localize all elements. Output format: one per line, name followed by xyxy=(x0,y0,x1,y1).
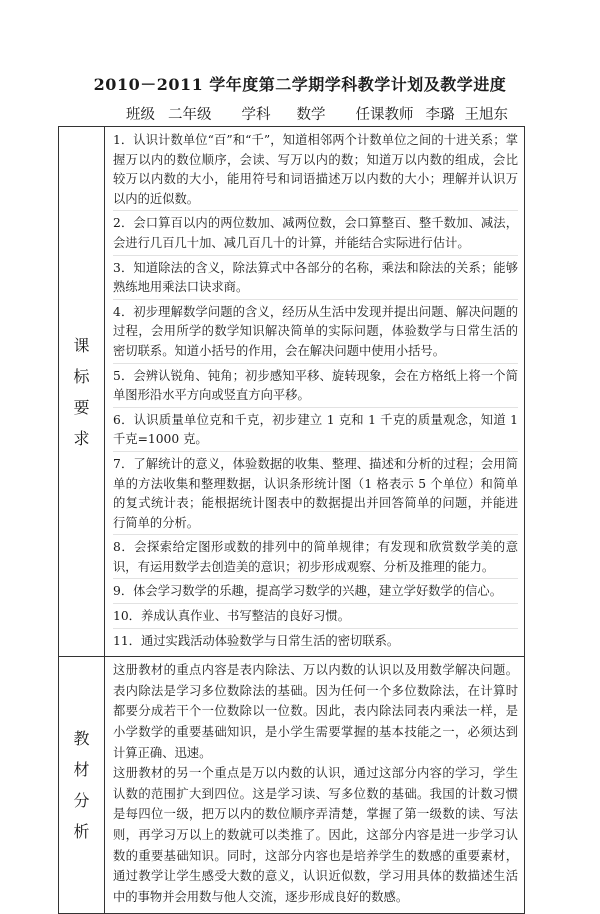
teacher-label: 任课教师 xyxy=(355,107,414,123)
analysis-label-char: 析 xyxy=(73,822,90,842)
grade-value: 二年级 xyxy=(168,107,212,123)
grade-label: 班级 xyxy=(126,107,155,123)
analysis-text xyxy=(105,657,524,913)
analysis-label-char: 材 xyxy=(73,760,90,780)
analysis-paragraph: 这册教材的另一个重点是万以内数的认识，通过这部分内容的学习，学生认数的范围扩大到四位。这是学习读、写多位数的基础。我国的计数习惯是每四位一级，把万以内的数位顺序弄清楚，掌握了第一级数的读、写法则，再学习万以上的数就可以类推了。因此，这部分内容是进一步学习认数的重要基础知识。同时，这部分内容也是培养学生的数感的重要素材，通过教学让学生感受大数的意义，认识近似数，学习用具体的数描述生活中的事物并会用数与他人交流，逐步形成良好的数感。 xyxy=(113,766,518,904)
analysis-label-cell xyxy=(59,657,105,914)
analysis-label xyxy=(59,723,104,847)
requirement-item: 3．知道除法的含义，除法算式中各部分的名称，乘法和除法的关系；能够熟练地用乘法口诀求商。 xyxy=(113,259,518,300)
requirements-label-char: 课 xyxy=(73,335,90,355)
requirements-content-cell xyxy=(105,127,525,657)
requirement-item: 11．通过实践活动体验数学与日常生活的密切联系。 xyxy=(113,633,400,648)
requirements-label-char: 标 xyxy=(73,366,90,386)
requirements-label-char: 要 xyxy=(73,397,90,417)
subject-label: 学科 xyxy=(241,107,271,123)
plan-table xyxy=(58,126,525,914)
requirements-label-char: 求 xyxy=(73,428,90,448)
analysis-content-cell xyxy=(105,657,525,914)
requirement-item: 2．会口算百以内的两位数加、减两位数，会口算整百、整千数加、减法，会进行几百几十加、减几百几十的计算，并能结合实际进行估计。 xyxy=(113,214,518,255)
requirement-item: 9．体会学习数学的乐趣，提高学习数学的兴趣，建立学好数学的信心。 xyxy=(113,582,518,604)
requirements-row xyxy=(59,127,525,657)
requirement-item: 10．养成认真作业、书写整洁的良好习惯。 xyxy=(113,607,518,629)
requirements-label xyxy=(59,330,104,454)
analysis-label-char: 分 xyxy=(73,791,90,811)
analysis-row xyxy=(59,657,525,914)
requirement-item: 1．认识计数单位“百”和“千”，知道相邻两个计数单位之间的十进关系；掌握万以内的数位顺序，会读、写万以内的数；知道万以内数的组成，会比较万以内数的大小，能用符号和词语描述万以内数的大小；理解并认识万以内的近似数。 xyxy=(113,131,518,211)
requirement-item: 8．会探索给定图形或数的排列中的简单规律；有发现和欣赏数学美的意识，有运用数学去创造美的意识；初步形成观察、分析及推理的能力。 xyxy=(113,538,518,579)
analysis-label-char: 教 xyxy=(73,729,90,749)
requirement-item: 7．了解统计的意义，体验数据的收集、整理、描述和分析的过程；会用简单的方法收集和整理数据，认识条形统计图（1 格表示 5 个单位）和简单的复式统计表；能根据统计图表中的数据提出并回答简单的问题，并能进行简单的分析。 xyxy=(113,455,518,535)
teacher-name-2: 王旭东 xyxy=(464,107,508,123)
page-title: 2010－2011 学年度第二学期学科教学计划及教学进度 xyxy=(93,75,507,94)
subject-value: 数学 xyxy=(296,107,326,123)
course-info-line xyxy=(126,103,508,124)
requirement-item: 4．初步理解数学问题的含义，经历从生活中发现并提出问题、解决问题的过程，会用所学的数学知识解决简单的实际问题，体验数学与日常生活的密切联系。知道小括号的作用，会在解决问题中使用小括号。 xyxy=(113,303,518,364)
requirements-label-cell xyxy=(59,127,105,657)
analysis-paragraph: 这册教材的重点内容是表内除法、万以内数的认识以及用数学解决问题。表内除法是学习多位数除法的基础。因为任何一个多位数除法，在计算时都要分成若干个一位数除以一位数。因此，表内除法同表内乘法一样，是小学数学的重要基础知识，是小学生需要掌握的基本技能之一，必须达到计算正确、迅速。 xyxy=(113,663,518,760)
teacher-name-1: 李璐 xyxy=(425,107,455,123)
requirement-item: 5．会辨认锐角、钝角；初步感知平移、旋转现象，会在方格纸上将一个简单图形沿水平方向或竖直方向平移。 xyxy=(113,367,518,408)
requirement-item: 6．认识质量单位克和千克，初步建立 1 克和 1 千克的质量观念，知道 1 千克=1000 克。 xyxy=(113,411,518,452)
requirements-list xyxy=(105,127,524,656)
